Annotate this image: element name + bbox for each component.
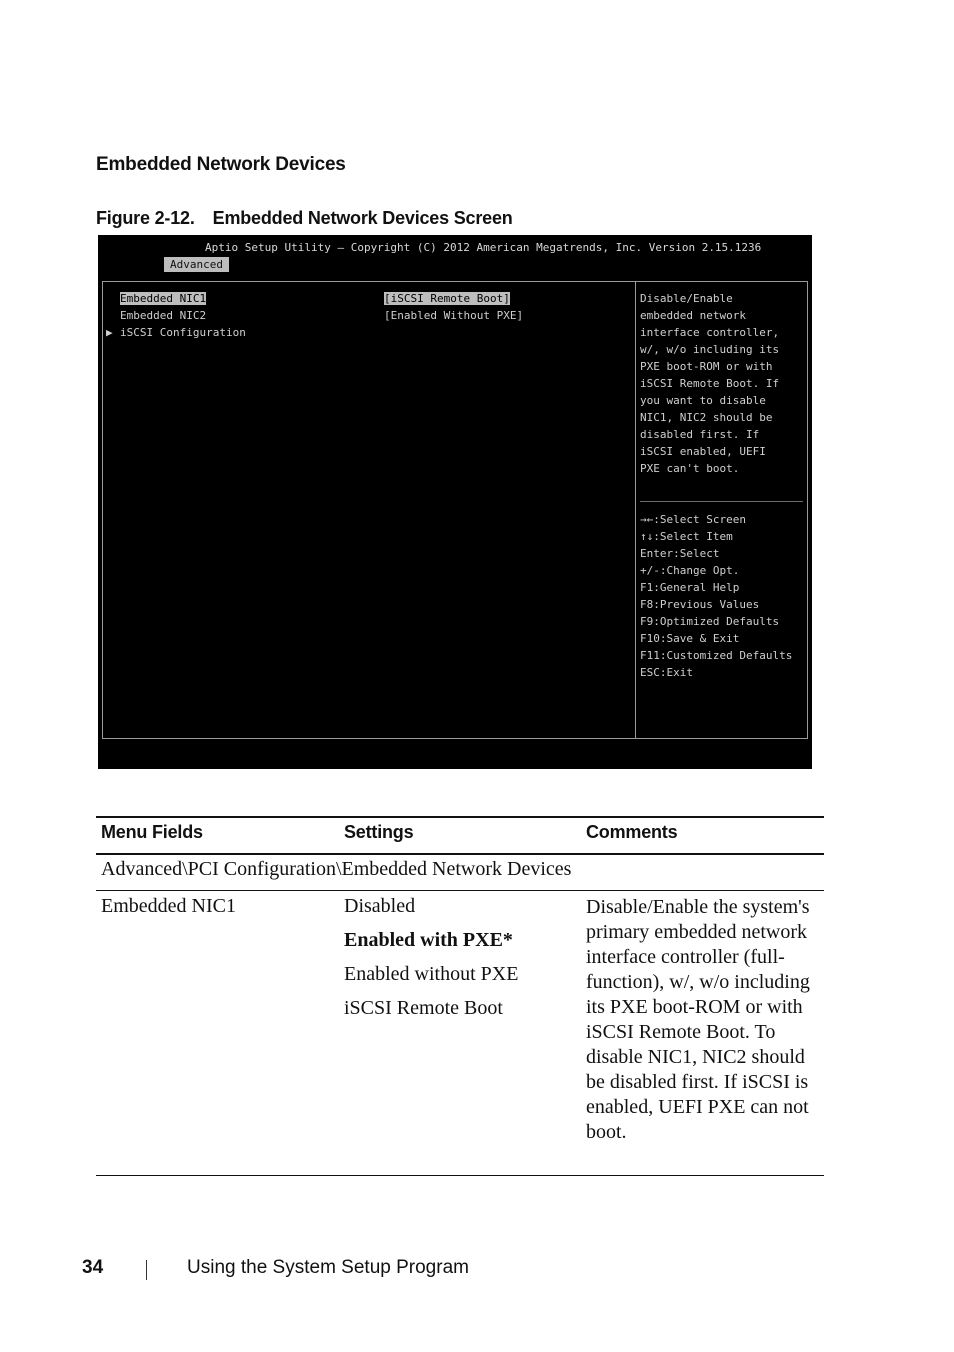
bios-settings-list (384, 290, 523, 324)
table-cell-settings (344, 895, 518, 1031)
figure-title: Embedded Network Devices Screen (212, 208, 513, 228)
bios-title-bar: Aptio Setup Utility – Copyright (C) 2012 American Megatrends, Inc. Version 2.15.1236 (205, 241, 762, 254)
table-rule-top (96, 816, 824, 818)
key-select-item: ↑↓:Select Item (640, 530, 733, 543)
key-general-help: F1:General Help (640, 581, 740, 594)
key-previous-values: F8:Previous Values (640, 598, 760, 611)
bios-setting-nic1-value[interactable]: [iSCSI Remote Boot] (384, 292, 510, 305)
setting-option-enabled-with-pxe: Enabled with PXE* (344, 929, 513, 951)
bios-menu-item-iscsi-configuration[interactable]: ▶ iSCSI Configuration (106, 326, 246, 339)
table-header-settings: Settings (344, 822, 414, 842)
table-cell-comment: Disable/Enable the system's primary embedded network interface controller (full-function), w/, w/o including its PXE boot-ROM or with iSCSI Remote Boot. To disable NIC1, NIC2 should be disabled first. If iSCSI is enabled, UEFI PXE can not boot. (586, 896, 810, 1143)
setting-option-enabled-without-pxe: Enabled without PXE (344, 963, 519, 985)
bios-panel-divider (635, 281, 636, 739)
key-enter-select: Enter:Select (640, 547, 720, 560)
bios-menu-item-embedded-nic2[interactable]: Embedded NIC2 (120, 309, 207, 322)
figure-label: Figure 2-12. (96, 208, 195, 228)
key-save-exit: F10:Save & Exit (640, 632, 740, 645)
bios-setting-nic2-value[interactable]: [Enabled Without PXE] (384, 309, 524, 322)
key-select-screen: →←:Select Screen (640, 513, 746, 526)
bios-key-legend (640, 511, 792, 681)
bios-menu-list (106, 290, 246, 341)
bios-menu-item-embedded-nic1[interactable]: Embedded NIC1 (120, 292, 207, 305)
bios-help-separator (640, 501, 803, 502)
table-rule-section (96, 890, 824, 891)
figure-caption (96, 208, 513, 229)
setting-option-iscsi-remote-boot: iSCSI Remote Boot (344, 997, 503, 1019)
bios-tab-advanced[interactable]: Advanced (164, 257, 229, 272)
key-optimized-defaults: F9:Optimized Defaults (640, 615, 780, 628)
key-customized-defaults: F11:Customized Defaults (640, 649, 793, 662)
setting-option-disabled: Disabled (344, 895, 416, 917)
table-cell-field: Embedded NIC1 (101, 895, 236, 917)
key-change-opt: +/-:Change Opt. (640, 564, 740, 577)
bios-help-text: Disable/Enable embedded network interface controller, w/, w/o including its PXE boot-ROM or with iSCSI Remote Boot. If you want to disable NIC1, NIC2 should be disabled first. If iSCSI enabled, UEFI PXE can't boot. (640, 292, 780, 475)
table-rule-header (96, 853, 824, 855)
footer-title: Using the System Setup Program (187, 1257, 469, 1278)
section-heading: Embedded Network Devices (96, 154, 346, 175)
table-header-comments: Comments (586, 822, 678, 842)
page-number: 34 (82, 1257, 104, 1278)
table-rule-bottom (96, 1175, 824, 1176)
bios-screenshot (98, 235, 812, 769)
footer-separator (146, 1260, 147, 1280)
key-esc-exit: ESC:Exit (640, 666, 693, 679)
submenu-arrow-icon: ▶ (106, 326, 113, 339)
table-header-menu-fields: Menu Fields (101, 822, 203, 842)
table-section-path: Advanced\PCI Configuration\Embedded Network Devices (101, 858, 572, 880)
